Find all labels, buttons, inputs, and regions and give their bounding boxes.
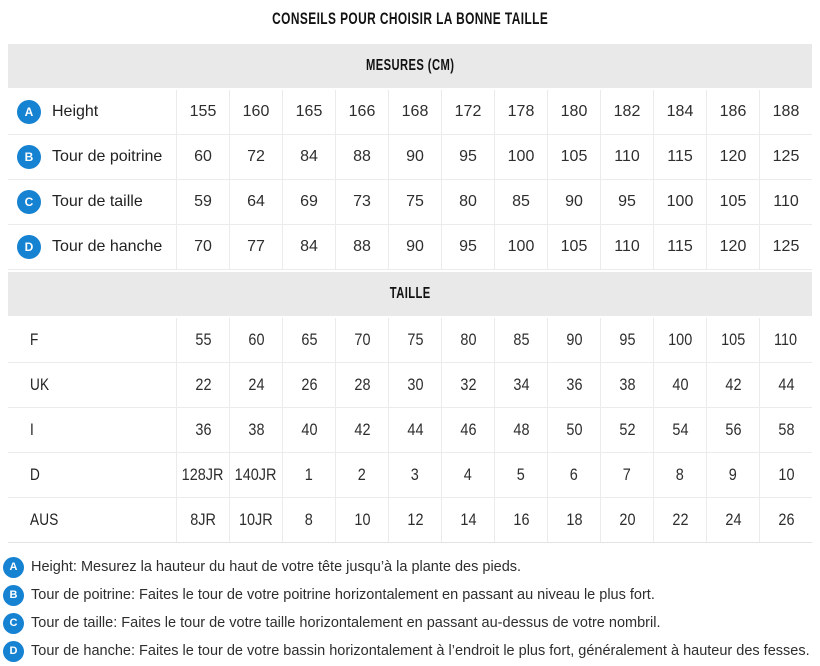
value-cell (706, 135, 759, 179)
row-label: I (30, 420, 34, 439)
row-header-cell (8, 408, 176, 452)
note-item (3, 609, 812, 637)
value-cell (388, 225, 441, 269)
cell-value: 8JR (190, 510, 216, 529)
cell-value: 4 (463, 465, 473, 484)
value-cell (176, 453, 229, 497)
cell-value: 105 (720, 330, 746, 349)
value-cell (759, 408, 812, 452)
cell-value: 10 (353, 510, 371, 529)
cell-value: 44 (406, 420, 424, 439)
row-header-cell (8, 225, 176, 269)
value-cell (547, 135, 600, 179)
value-cell (547, 408, 600, 452)
value-cell (176, 408, 229, 452)
value-cell (441, 363, 494, 407)
cell-value: 36 (194, 420, 212, 439)
cell-value: 125 (772, 238, 800, 255)
cell-value: 110 (614, 148, 640, 165)
cell-value: 3 (410, 465, 420, 484)
value-cell (600, 408, 653, 452)
value-cell (494, 90, 547, 134)
cell-value: 7 (622, 465, 632, 484)
value-cell (335, 498, 388, 542)
note-text: Height: Mesurez la hauteur du haut de votre tête jusqu’à la plante des pieds. (31, 559, 522, 575)
value-cell (335, 408, 388, 452)
cell-value: 120 (719, 148, 747, 165)
row-header-cell (8, 318, 176, 362)
value-cell (759, 135, 812, 179)
table-row (8, 408, 812, 453)
row-header-cell (8, 90, 176, 134)
cell-value: 46 (459, 420, 477, 439)
cell-value: 155 (189, 103, 217, 120)
value-cell (229, 135, 282, 179)
cell-value: 10 (777, 465, 795, 484)
value-cell (176, 318, 229, 362)
row-label: Tour de poitrine (52, 148, 163, 165)
value-cell (282, 498, 335, 542)
cell-value: 95 (459, 238, 477, 255)
cell-value: 32 (459, 375, 477, 394)
value-cell (388, 363, 441, 407)
value-cell (229, 453, 282, 497)
cell-value: 2 (357, 465, 367, 484)
cell-value: 95 (618, 330, 636, 349)
row-label: AUS (30, 510, 59, 529)
table-row (8, 453, 812, 498)
value-cell (282, 318, 335, 362)
cell-value: 100 (507, 238, 535, 255)
section-header-mesures-text: MESURES (CM) (365, 57, 455, 74)
value-cell (706, 318, 759, 362)
cell-value: 9 (728, 465, 738, 484)
value-cell (759, 453, 812, 497)
cell-value: 95 (618, 193, 636, 210)
value-cell (441, 225, 494, 269)
row-header-cell (8, 498, 176, 542)
value-cell (176, 180, 229, 224)
cell-value: 48 (512, 420, 530, 439)
value-cell (759, 318, 812, 362)
value-cell (282, 90, 335, 134)
cell-value: 105 (719, 193, 747, 210)
value-cell (229, 318, 282, 362)
value-cell (282, 225, 335, 269)
cell-value: 40 (671, 375, 689, 394)
value-cell (388, 180, 441, 224)
value-cell (335, 180, 388, 224)
cell-value: 184 (666, 103, 694, 120)
note-letter-badge: A (3, 557, 24, 578)
value-cell (388, 135, 441, 179)
value-cell (600, 498, 653, 542)
note-letter-badge: D (3, 641, 24, 662)
cell-value: 54 (671, 420, 689, 439)
value-cell (706, 90, 759, 134)
value-cell (388, 453, 441, 497)
cell-value: 65 (300, 330, 318, 349)
cell-value: 60 (247, 330, 265, 349)
cell-value: 16 (512, 510, 530, 529)
value-cell (388, 90, 441, 134)
row-label: F (30, 330, 39, 349)
cell-value: 105 (560, 238, 588, 255)
row-header-cell (8, 363, 176, 407)
cell-value: 172 (454, 103, 482, 120)
cell-value: 128JR (182, 465, 224, 484)
value-cell (600, 318, 653, 362)
cell-value: 90 (406, 148, 424, 165)
value-cell (388, 498, 441, 542)
value-cell (547, 498, 600, 542)
cell-value: 69 (300, 193, 318, 210)
row-label: Tour de hanche (52, 238, 163, 255)
cell-value: 1 (304, 465, 314, 484)
value-cell (494, 408, 547, 452)
measure-letter-badge: C (17, 190, 41, 214)
cell-value: 85 (512, 330, 530, 349)
value-cell (494, 318, 547, 362)
note-item (3, 553, 812, 581)
cell-value: 186 (719, 103, 747, 120)
value-cell (759, 90, 812, 134)
value-cell (547, 90, 600, 134)
value-cell (653, 453, 706, 497)
note-letter-badge: C (3, 613, 24, 634)
measurement-notes (3, 553, 812, 665)
value-cell (494, 363, 547, 407)
cell-value: 165 (295, 103, 323, 120)
row-header-cell (8, 453, 176, 497)
value-cell (441, 453, 494, 497)
value-cell (706, 408, 759, 452)
note-text: Tour de taille: Faites le tour de votre taille horizontalement en passant au-dessus de votre nombril. (31, 615, 661, 631)
cell-value: 55 (194, 330, 212, 349)
cell-value: 115 (667, 148, 693, 165)
row-header-cell (8, 135, 176, 179)
value-cell (282, 408, 335, 452)
cell-value: 8 (304, 510, 314, 529)
value-cell (176, 498, 229, 542)
cell-value: 180 (560, 103, 588, 120)
value-cell (335, 135, 388, 179)
section-header-taille-text: TAILLE (389, 285, 431, 302)
cell-value: 38 (618, 375, 636, 394)
cell-value: 90 (565, 330, 583, 349)
cell-value: 73 (353, 193, 371, 210)
cell-value: 90 (565, 193, 583, 210)
value-cell (441, 318, 494, 362)
table-row (8, 135, 812, 180)
cell-value: 5 (516, 465, 526, 484)
value-cell (229, 225, 282, 269)
cell-value: 38 (247, 420, 265, 439)
taille-rows (8, 318, 812, 543)
value-cell (229, 498, 282, 542)
value-cell (441, 498, 494, 542)
value-cell (653, 180, 706, 224)
row-label: Tour de taille (52, 193, 143, 210)
value-cell (600, 453, 653, 497)
cell-value: 100 (507, 148, 535, 165)
value-cell (494, 498, 547, 542)
value-cell (282, 363, 335, 407)
value-cell (547, 318, 600, 362)
cell-value: 8 (675, 465, 685, 484)
cell-value: 58 (777, 420, 795, 439)
value-cell (441, 90, 494, 134)
cell-value: 84 (300, 148, 318, 165)
value-cell (547, 180, 600, 224)
note-item (3, 581, 812, 609)
cell-value: 26 (777, 510, 795, 529)
note-item (3, 637, 812, 665)
value-cell (176, 363, 229, 407)
value-cell (176, 135, 229, 179)
value-cell (335, 453, 388, 497)
cell-value: 95 (459, 148, 477, 165)
cell-value: 36 (565, 375, 583, 394)
value-cell (282, 135, 335, 179)
value-cell (759, 363, 812, 407)
cell-value: 110 (774, 330, 798, 349)
cell-value: 168 (401, 103, 429, 120)
cell-value: 77 (247, 238, 265, 255)
value-cell (494, 135, 547, 179)
value-cell (759, 498, 812, 542)
cell-value: 44 (777, 375, 795, 394)
measure-letter-badge: B (17, 145, 41, 169)
cell-value: 6 (569, 465, 579, 484)
cell-value: 80 (459, 193, 477, 210)
cell-value: 125 (772, 148, 800, 165)
cell-value: 115 (667, 238, 693, 255)
table-row (8, 90, 812, 135)
value-cell (229, 408, 282, 452)
value-cell (653, 318, 706, 362)
cell-value: 24 (724, 510, 742, 529)
cell-value: 52 (618, 420, 636, 439)
value-cell (547, 453, 600, 497)
value-cell (706, 453, 759, 497)
cell-value: 24 (247, 375, 265, 394)
row-label: D (30, 465, 40, 484)
cell-value: 12 (406, 510, 424, 529)
value-cell (706, 225, 759, 269)
value-cell (176, 225, 229, 269)
cell-value: 42 (353, 420, 371, 439)
value-cell (653, 498, 706, 542)
page-title (0, 0, 820, 44)
value-cell (229, 90, 282, 134)
value-cell (547, 225, 600, 269)
section-header-mesures (8, 44, 812, 88)
cell-value: 120 (719, 238, 747, 255)
cell-value: 75 (406, 193, 424, 210)
row-header-cell (8, 180, 176, 224)
value-cell (706, 363, 759, 407)
row-label: Height (52, 103, 99, 120)
cell-value: 72 (247, 148, 265, 165)
cell-value: 110 (614, 238, 640, 255)
value-cell (388, 318, 441, 362)
cell-value: 20 (618, 510, 636, 529)
value-cell (653, 408, 706, 452)
cell-value: 178 (507, 103, 535, 120)
cell-value: 88 (353, 238, 371, 255)
size-table (8, 44, 812, 543)
note-text: Tour de hanche: Faites le tour de votre bassin horizontalement à l’endroit le plus fort, généralement à hauteur des fesses. (31, 643, 810, 659)
value-cell (229, 180, 282, 224)
cell-value: 166 (348, 103, 376, 120)
cell-value: 90 (406, 238, 424, 255)
cell-value: 50 (565, 420, 583, 439)
cell-value: 60 (194, 148, 212, 165)
table-row (8, 318, 812, 363)
table-row (8, 180, 812, 225)
value-cell (441, 135, 494, 179)
value-cell (600, 225, 653, 269)
cell-value: 188 (772, 103, 800, 120)
value-cell (335, 318, 388, 362)
value-cell (335, 363, 388, 407)
value-cell (600, 180, 653, 224)
value-cell (600, 90, 653, 134)
cell-value: 70 (353, 330, 371, 349)
cell-value: 42 (724, 375, 742, 394)
value-cell (335, 225, 388, 269)
cell-value: 22 (194, 375, 212, 394)
row-label: UK (30, 375, 50, 394)
cell-value: 160 (242, 103, 270, 120)
cell-value: 28 (353, 375, 371, 394)
value-cell (229, 363, 282, 407)
cell-value: 56 (724, 420, 742, 439)
cell-value: 14 (459, 510, 477, 529)
mesures-rows (8, 90, 812, 270)
measure-letter-badge: D (17, 235, 41, 259)
table-row (8, 363, 812, 408)
cell-value: 59 (194, 193, 212, 210)
cell-value: 10JR (239, 510, 273, 529)
value-cell (759, 180, 812, 224)
value-cell (494, 225, 547, 269)
value-cell (388, 408, 441, 452)
cell-value: 105 (560, 148, 588, 165)
value-cell (282, 180, 335, 224)
value-cell (176, 90, 229, 134)
cell-value: 64 (247, 193, 265, 210)
cell-value: 84 (300, 238, 318, 255)
value-cell (494, 453, 547, 497)
cell-value: 34 (512, 375, 530, 394)
value-cell (653, 225, 706, 269)
cell-value: 70 (194, 238, 212, 255)
cell-value: 26 (300, 375, 318, 394)
measure-letter-badge: A (17, 100, 41, 124)
section-header-taille (8, 272, 812, 316)
cell-value: 80 (459, 330, 477, 349)
cell-value: 100 (667, 330, 693, 349)
cell-value: 30 (406, 375, 424, 394)
value-cell (441, 180, 494, 224)
table-row (8, 225, 812, 270)
value-cell (653, 90, 706, 134)
note-text: Tour de poitrine: Faites le tour de votre poitrine horizontalement en passant au niveau le plus fort. (31, 587, 655, 603)
value-cell (547, 363, 600, 407)
note-letter-badge: B (3, 585, 24, 606)
page-title-text: CONSEILS POUR CHOISIR LA BONNE TAILLE (271, 9, 549, 28)
value-cell (706, 180, 759, 224)
value-cell (600, 363, 653, 407)
value-cell (653, 363, 706, 407)
value-cell (282, 453, 335, 497)
cell-value: 100 (666, 193, 694, 210)
value-cell (759, 225, 812, 269)
value-cell (653, 135, 706, 179)
cell-value: 182 (613, 103, 641, 120)
value-cell (494, 180, 547, 224)
value-cell (600, 135, 653, 179)
cell-value: 88 (353, 148, 371, 165)
cell-value: 22 (671, 510, 689, 529)
cell-value: 140JR (235, 465, 277, 484)
table-row (8, 498, 812, 543)
value-cell (706, 498, 759, 542)
value-cell (441, 408, 494, 452)
value-cell (335, 90, 388, 134)
cell-value: 75 (406, 330, 424, 349)
cell-value: 85 (512, 193, 530, 210)
cell-value: 18 (565, 510, 583, 529)
cell-value: 110 (773, 193, 799, 210)
cell-value: 40 (300, 420, 318, 439)
